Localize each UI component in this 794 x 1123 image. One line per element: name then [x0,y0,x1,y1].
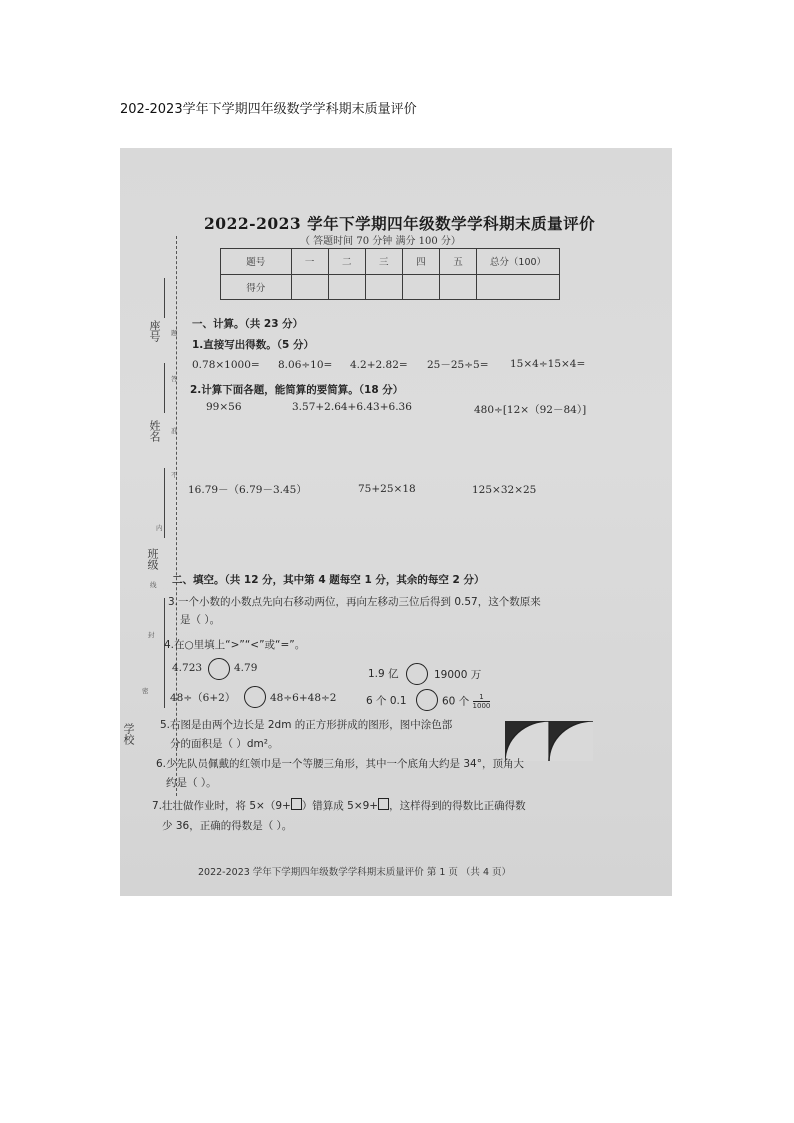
q4-d-right-text: 60 个 [442,695,470,708]
name-label: 姓名 [148,420,161,442]
q7-line-2: 少 36，正确的得数是（ ）。 [162,820,293,832]
q2-item: 16.79－（6.79－3.45） [188,484,307,496]
score-cell [402,274,439,300]
school-label: 学校 [122,723,135,745]
fraction-numerator: 1 [473,693,491,702]
q2-item: 3.57+2.64+6.43+6.36 [292,401,412,413]
class-label: 班级 [146,548,159,570]
score-cell [291,274,328,300]
score-cell [365,274,402,300]
score-table-score-row [221,274,560,300]
q1-item: 25－25÷5= [427,359,489,371]
binding-line [176,236,177,796]
q5-line-2: 分的面积是（ ）dm²。 [170,738,279,750]
table-cell: 得分 [221,274,292,300]
q4-a-right: 4.79 [234,662,258,674]
seal-char: 题 [171,329,178,337]
section-2-title: 二、填空。（共 12 分，其中第 4 题每空 1 分，其余的每空 2 分） [172,574,485,586]
exam-subtitle: （ 答题时间 70 分钟 满分 100 分） [300,236,461,247]
table-cell: 二 [328,249,365,275]
q6-line-1: 6.少先队员佩戴的红领巾是一个等腰三角形，其中一个底角大约是 34°，顶角大 [156,758,524,770]
table-cell: 一 [291,249,328,275]
table-cell: 三 [365,249,402,275]
exam-title: 2022-2023 学年下学期四年级数学学科期末质量评价 [204,214,596,233]
q7-line-1 [152,798,526,813]
q4-d-right [442,693,490,710]
q4-b-left: 1.9 亿 [368,668,399,680]
seat-underline [164,278,165,318]
fraction [473,693,491,710]
compare-circle[interactable] [208,658,230,680]
q6-line-2: 约是（ ）。 [166,777,217,789]
q3-line-1: 3.一个小数的小数点先向右移动两位，再向左移动三位后得到 0.57，这个数原来 [168,596,541,608]
q1-item: 8.06÷10= [278,359,333,371]
q1-item: 0.78×1000= [192,359,260,371]
section-1-title: 一、计算。（共 23 分） [192,318,304,330]
name-underline [164,363,165,413]
squares-figure [505,721,593,761]
q5-line-1: 5.右图是由两个边长是 2dm 的正方形拼成的图形，图中涂色部 [160,719,453,731]
q4-a-left: 4.723 [172,662,203,674]
table-cell: 四 [402,249,439,275]
q7-text-b: ）错算成 5×9+ [301,800,379,812]
score-table-header-row [221,249,560,275]
seal-char: 准 [171,427,178,435]
seal-char: 答 [171,375,178,383]
table-cell: 题号 [221,249,292,275]
table-cell: 总分（100） [477,249,560,275]
q4-d-left: 6 个 0.1 [366,695,407,707]
compare-circle[interactable] [244,686,266,708]
q2-item: 75+25×18 [358,483,416,495]
score-cell [477,274,560,300]
compare-circle[interactable] [406,663,428,685]
table-cell: 五 [439,249,476,275]
seal-char: 内 [156,524,163,532]
seal-char: 不 [171,471,178,479]
score-cell [328,274,365,300]
q1-item: 4.2+2.82= [350,359,408,371]
seal-char: 封 [148,631,155,639]
q4-c-right: 48÷6+48÷2 [270,692,337,704]
page-footer: 2022-2023 学年下学期四年级数学学科期末质量评价 第 1 页 （共 4 页） [198,867,512,878]
q1-item: 15×4÷15×4= [510,358,586,370]
q2-item: 99×56 [206,401,242,413]
seal-char: 线 [150,581,157,589]
school-underline [164,598,165,708]
q4-c-left: 48÷（6+2） [170,692,236,704]
q3-line-2: 是（ ）。 [180,614,221,626]
compare-circle[interactable] [416,689,438,711]
exam-photo [120,148,672,896]
q2-item: 480÷[12×（92－84）] [474,404,587,416]
q4-title: 4.在○里填上“>”“<”或“=”。 [164,639,306,651]
q1-title: 1.直接写出得数。（5 分） [192,339,315,351]
document-caption: 202-2023学年下学期四年级数学学科期末质量评价 [120,102,417,117]
q7-text-c: ，这样得到的得数比正确得数 [389,800,526,812]
q7-text-a: 7.壮壮做作业时，将 5×（9+ [152,800,291,812]
score-cell [439,274,476,300]
seat-label: 座号 [148,320,161,342]
seal-char: 密 [142,687,149,695]
score-table [220,248,560,300]
class-underline [164,468,165,538]
q4-b-right: 19000 万 [434,669,482,681]
blank-box-icon [378,798,389,810]
blank-box-icon [291,798,302,810]
q2-item: 125×32×25 [472,484,537,496]
q2-title: 2.计算下面各题，能简算的要简算。（18 分） [190,384,404,396]
fraction-denominator: 1000 [472,702,491,710]
